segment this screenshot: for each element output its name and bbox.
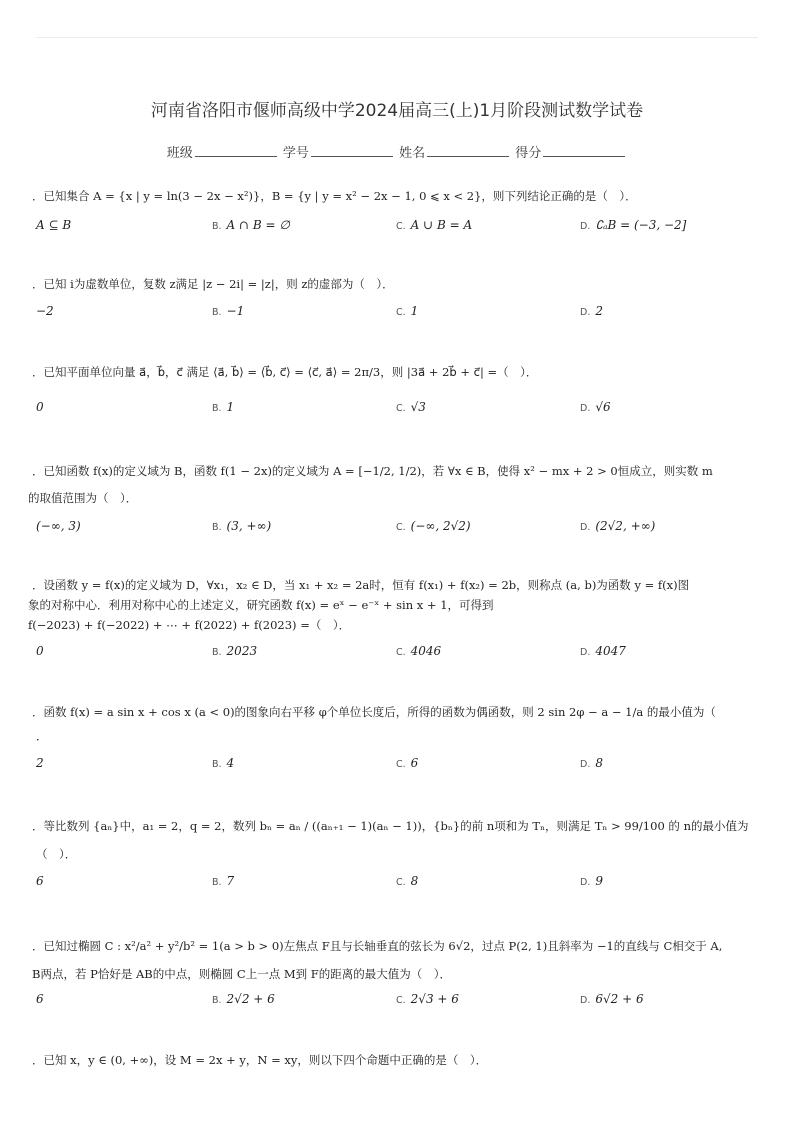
option-b[interactable]: B. A ∩ B = ∅: [212, 218, 290, 232]
question-stem-continued: f(−2023) + f(−2022) + ⋯ + f(2022) + f(2023) =（ ）．: [28, 618, 351, 632]
question-stem: ．已知函数 f(x)的定义域为 B，函数 f(1 − 2x)的定义域为 A = [−1/2, 1/2)，若 ∀x ∈ B，使得 x² − mx + 2 > 0恒成立，则实数 m: [32, 464, 713, 478]
option-a[interactable]: 6: [36, 992, 44, 1006]
question-stem: ．已知 x，y ∈ (0, +∞)，设 M = 2x + y，N = xy，则以下四个命题中正确的是（ ）．: [32, 1053, 488, 1067]
option-c[interactable]: C. 2√3 + 6: [396, 992, 459, 1006]
option-d[interactable]: D. 9: [580, 874, 603, 888]
class-label: 班级: [166, 146, 193, 161]
score-blank: [543, 144, 625, 157]
top-divider: [36, 37, 758, 38]
student-info-row: [0, 142, 794, 161]
question-stem-continued: ．: [36, 729, 48, 743]
question-stem: ．已知平面单位向量 a⃗，b⃗，c⃗ 满足 ⟨a⃗, b⃗⟩ = ⟨b⃗, c⃗⟩ = ⟨c⃗, a⃗⟩ = 2π/3，则 |3a⃗ + 2b⃗ + c⃗| =（ ）．: [32, 365, 538, 379]
question-stem: ．已知集合 A = {x | y = ln(3 − 2x − x²)}，B = {y | y = x² − 2x − 1, 0 ⩽ x < 2}，则下列结论正确的是（ ）．: [32, 189, 637, 203]
score-label: 得分: [515, 146, 542, 161]
option-a[interactable]: A ⊆ B: [36, 218, 72, 232]
question-stem: ．已知 i为虚数单位，复数 z满足 |z − 2i| = |z|，则 z的虚部为（ ）．: [32, 277, 394, 291]
student-id-label: 学号: [282, 146, 309, 161]
option-a[interactable]: 0: [36, 400, 44, 414]
question-stem: ．已知过椭圆 C : x²/a² + y²/b² = 1(a > b > 0)左焦点 F且与长轴垂直的弦长为 6√2，过点 P(2, 1)且斜率为 −1的直线与 C相交于 A,: [32, 939, 723, 953]
page-title: 河南省洛阳市偃师高级中学2024届高三(上)1月阶段测试数学试卷: [150, 101, 644, 121]
option-b[interactable]: B. 1: [212, 400, 235, 414]
option-d[interactable]: D. ∁ₐB = (−3, −2]: [580, 218, 687, 232]
option-a[interactable]: 0: [36, 644, 44, 658]
question-stem-continued: （ ）．: [36, 847, 77, 861]
option-d[interactable]: D. 8: [580, 756, 603, 770]
option-d[interactable]: D. 2: [580, 304, 603, 318]
option-b[interactable]: B. (3, +∞): [212, 519, 272, 533]
option-d[interactable]: D. √6: [580, 400, 611, 414]
name-label: 姓名: [399, 146, 426, 161]
question-stem: ．等比数列 {aₙ}中，a₁ = 2，q = 2，数列 bₙ = aₙ / ((aₙ₊₁ − 1)(aₙ − 1))，{bₙ}的前 n项和为 Tₙ，则满足 Tₙ > 99/100 的 n的最小值为: [32, 819, 749, 833]
student-id-blank: [311, 144, 393, 157]
option-c[interactable]: C. A ∪ B = A: [396, 218, 473, 232]
option-c[interactable]: C. (−∞, 2√2): [396, 519, 471, 533]
option-c[interactable]: C. 4046: [396, 644, 442, 658]
question-stem-continued: 的取值范围为（ ）．: [28, 491, 138, 505]
question-stem-continued: B两点，若 P恰好是 AB的中点，则椭圆 C上一点 M到 F的距离的最大值为（ ）．: [32, 967, 452, 981]
option-b[interactable]: B. 4: [212, 756, 235, 770]
question-stem: ．函数 f(x) = a sin x + cos x (a < 0)的图象向右平移 φ个单位长度后，所得的函数为偶函数，则 2 sin 2φ − a − 1/a 的最小值为（: [32, 705, 716, 719]
option-c[interactable]: C. 8: [396, 874, 419, 888]
option-b[interactable]: B. 7: [212, 874, 235, 888]
class-blank: [195, 144, 277, 157]
option-b[interactable]: B. −1: [212, 304, 245, 318]
option-c[interactable]: C. 1: [396, 304, 419, 318]
option-d[interactable]: D. (2√2, +∞): [580, 519, 656, 533]
option-c[interactable]: C. √3: [396, 400, 426, 414]
option-b[interactable]: B. 2√2 + 6: [212, 992, 275, 1006]
question-stem: ．设函数 y = f(x)的定义域为 D，∀x₁，x₂ ∈ D，当 x₁ + x₂ = 2a时，恒有 f(x₁) + f(x₂) = 2b，则称点 (a, b)为函数 y = f(x)图: [32, 578, 690, 592]
option-a[interactable]: −2: [36, 304, 54, 318]
option-a[interactable]: (−∞, 3): [36, 519, 81, 533]
question-stem-continued: 象的对称中心．利用对称中心的上述定义，研究函数 f(x) = eˣ − e⁻ˣ + sin x + 1，可得到: [28, 598, 494, 612]
option-a[interactable]: 2: [36, 756, 44, 770]
name-blank: [427, 144, 509, 157]
option-c[interactable]: C. 6: [396, 756, 419, 770]
option-d[interactable]: D. 6√2 + 6: [580, 992, 644, 1006]
option-d[interactable]: D. 4047: [580, 644, 626, 658]
option-a[interactable]: 6: [36, 874, 44, 888]
option-b[interactable]: B. 2023: [212, 644, 258, 658]
